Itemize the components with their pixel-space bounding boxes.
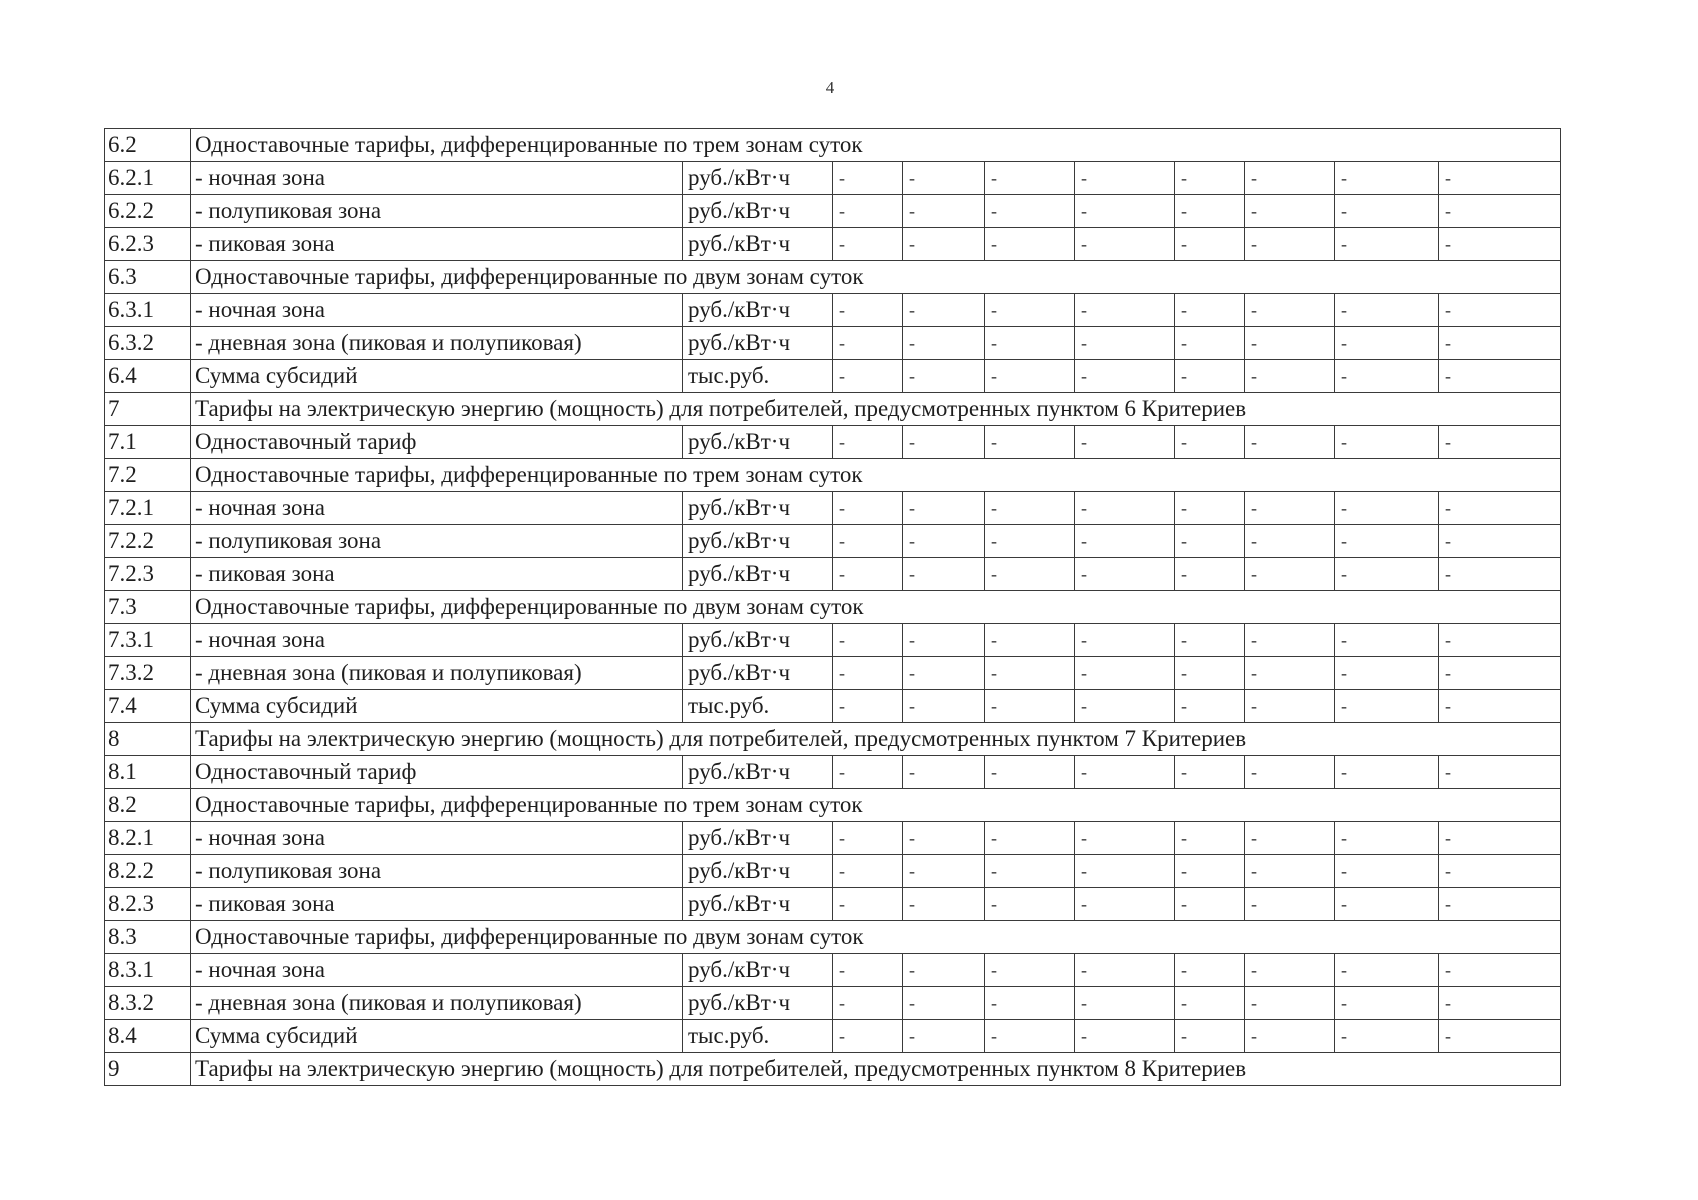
- value-cell: -: [903, 690, 985, 723]
- table-row: [105, 1053, 1561, 1086]
- row-unit: руб./кВт·ч: [683, 195, 833, 228]
- value-cell: -: [1439, 690, 1561, 723]
- table-row: [105, 756, 1561, 789]
- value-cell: -: [1335, 228, 1439, 261]
- value-cell: -: [1175, 525, 1245, 558]
- value-cell: -: [903, 855, 985, 888]
- value-cell: -: [1439, 294, 1561, 327]
- value-cell: -: [1335, 855, 1439, 888]
- table-row: [105, 327, 1561, 360]
- row-name: Сумма субсидий: [191, 1020, 683, 1053]
- table-row: [105, 657, 1561, 690]
- section-title: Одноставочные тарифы, дифференцированные по трем зонам суток: [191, 129, 1561, 162]
- table-row: [105, 921, 1561, 954]
- value-cell: -: [833, 195, 903, 228]
- section-title: Тарифы на электрическую энергию (мощность) для потребителей, предусмотренных пунктом 7 Критериев: [191, 723, 1561, 756]
- section-title: Одноставочные тарифы, дифференцированные по трем зонам суток: [191, 459, 1561, 492]
- table-row: [105, 558, 1561, 591]
- value-cell: -: [1175, 624, 1245, 657]
- value-cell: -: [1245, 294, 1335, 327]
- value-cell: -: [903, 162, 985, 195]
- row-unit: руб./кВт·ч: [683, 888, 833, 921]
- row-number: 6.2: [105, 129, 191, 162]
- row-number: 6.3.1: [105, 294, 191, 327]
- value-cell: -: [1075, 294, 1175, 327]
- value-cell: -: [1075, 327, 1175, 360]
- value-cell: -: [833, 525, 903, 558]
- row-number: 8: [105, 723, 191, 756]
- value-cell: -: [833, 426, 903, 459]
- value-cell: -: [1245, 558, 1335, 591]
- row-number: 6.2.3: [105, 228, 191, 261]
- table-row: [105, 228, 1561, 261]
- row-number: 7.3.1: [105, 624, 191, 657]
- value-cell: -: [1175, 360, 1245, 393]
- value-cell: -: [1175, 657, 1245, 690]
- row-name: - ночная зона: [191, 822, 683, 855]
- row-unit: руб./кВт·ч: [683, 954, 833, 987]
- value-cell: -: [833, 954, 903, 987]
- table-row: [105, 492, 1561, 525]
- row-number: 7.3: [105, 591, 191, 624]
- page-number: 4: [825, 78, 835, 97]
- table-row: [105, 822, 1561, 855]
- row-number: 8.3.2: [105, 987, 191, 1020]
- value-cell: -: [1335, 954, 1439, 987]
- table-row: [105, 1020, 1561, 1053]
- row-unit: руб./кВт·ч: [683, 558, 833, 591]
- value-cell: -: [1075, 1020, 1175, 1053]
- value-cell: -: [903, 756, 985, 789]
- value-cell: -: [985, 822, 1075, 855]
- value-cell: -: [1245, 888, 1335, 921]
- value-cell: -: [1335, 525, 1439, 558]
- row-number: 7.4: [105, 690, 191, 723]
- value-cell: -: [985, 294, 1075, 327]
- row-unit: тыс.руб.: [683, 1020, 833, 1053]
- value-cell: -: [985, 690, 1075, 723]
- table-body: [105, 129, 1561, 1086]
- value-cell: -: [1439, 426, 1561, 459]
- value-cell: -: [833, 624, 903, 657]
- row-name: - ночная зона: [191, 294, 683, 327]
- value-cell: -: [1335, 624, 1439, 657]
- value-cell: -: [1335, 558, 1439, 591]
- value-cell: -: [985, 360, 1075, 393]
- value-cell: -: [903, 987, 985, 1020]
- value-cell: -: [903, 657, 985, 690]
- row-name: - полупиковая зона: [191, 525, 683, 558]
- row-unit: руб./кВт·ч: [683, 525, 833, 558]
- row-number: 7.2.1: [105, 492, 191, 525]
- value-cell: -: [1245, 624, 1335, 657]
- value-cell: -: [985, 492, 1075, 525]
- value-cell: -: [1245, 1020, 1335, 1053]
- table-row: [105, 360, 1561, 393]
- value-cell: -: [1245, 657, 1335, 690]
- section-title: Тарифы на электрическую энергию (мощность) для потребителей, предусмотренных пунктом 8 Критериев: [191, 1053, 1561, 1086]
- value-cell: -: [985, 624, 1075, 657]
- row-name: - ночная зона: [191, 162, 683, 195]
- row-number: 7.3.2: [105, 657, 191, 690]
- value-cell: -: [1439, 624, 1561, 657]
- value-cell: -: [1439, 987, 1561, 1020]
- value-cell: -: [985, 558, 1075, 591]
- value-cell: -: [1439, 822, 1561, 855]
- value-cell: -: [833, 492, 903, 525]
- table-row: [105, 459, 1561, 492]
- value-cell: -: [1175, 228, 1245, 261]
- value-cell: -: [1175, 954, 1245, 987]
- value-cell: -: [833, 1020, 903, 1053]
- value-cell: -: [985, 1020, 1075, 1053]
- value-cell: -: [985, 657, 1075, 690]
- row-number: 6.2.1: [105, 162, 191, 195]
- row-number: 6.3.2: [105, 327, 191, 360]
- row-number: 8.3: [105, 921, 191, 954]
- table-row: [105, 690, 1561, 723]
- section-title: Одноставочные тарифы, дифференцированные по двум зонам суток: [191, 261, 1561, 294]
- value-cell: -: [903, 888, 985, 921]
- value-cell: -: [1439, 162, 1561, 195]
- value-cell: -: [1175, 162, 1245, 195]
- value-cell: -: [985, 525, 1075, 558]
- table-row: [105, 954, 1561, 987]
- value-cell: -: [985, 888, 1075, 921]
- row-name: - ночная зона: [191, 624, 683, 657]
- value-cell: -: [1075, 492, 1175, 525]
- value-cell: -: [1335, 987, 1439, 1020]
- table-row: [105, 195, 1561, 228]
- value-cell: -: [1439, 195, 1561, 228]
- row-number: 6.2.2: [105, 195, 191, 228]
- row-unit: руб./кВт·ч: [683, 657, 833, 690]
- table-row: [105, 162, 1561, 195]
- row-number: 7.2: [105, 459, 191, 492]
- row-unit: руб./кВт·ч: [683, 756, 833, 789]
- row-name: Одноставочный тариф: [191, 426, 683, 459]
- value-cell: -: [1439, 657, 1561, 690]
- value-cell: -: [1075, 690, 1175, 723]
- value-cell: -: [1245, 327, 1335, 360]
- value-cell: -: [1075, 888, 1175, 921]
- value-cell: -: [1439, 954, 1561, 987]
- row-number: 8.2.3: [105, 888, 191, 921]
- row-unit: руб./кВт·ч: [683, 987, 833, 1020]
- value-cell: -: [1439, 888, 1561, 921]
- value-cell: -: [1335, 426, 1439, 459]
- value-cell: -: [903, 525, 985, 558]
- row-name: - пиковая зона: [191, 888, 683, 921]
- row-name: - пиковая зона: [191, 228, 683, 261]
- row-name: - полупиковая зона: [191, 855, 683, 888]
- value-cell: -: [1245, 162, 1335, 195]
- row-unit: руб./кВт·ч: [683, 228, 833, 261]
- value-cell: -: [833, 855, 903, 888]
- value-cell: -: [1245, 195, 1335, 228]
- value-cell: -: [1075, 855, 1175, 888]
- value-cell: -: [985, 162, 1075, 195]
- value-cell: -: [1335, 162, 1439, 195]
- value-cell: -: [1245, 360, 1335, 393]
- value-cell: -: [1439, 855, 1561, 888]
- value-cell: -: [1245, 855, 1335, 888]
- value-cell: -: [985, 327, 1075, 360]
- value-cell: -: [833, 162, 903, 195]
- value-cell: -: [903, 228, 985, 261]
- value-cell: -: [1245, 492, 1335, 525]
- value-cell: -: [1335, 327, 1439, 360]
- value-cell: -: [1245, 756, 1335, 789]
- table-row: [105, 789, 1561, 822]
- row-unit: тыс.руб.: [683, 360, 833, 393]
- row-unit: руб./кВт·ч: [683, 327, 833, 360]
- row-unit: руб./кВт·ч: [683, 822, 833, 855]
- value-cell: -: [1439, 492, 1561, 525]
- value-cell: -: [985, 228, 1075, 261]
- row-number: 8.2.2: [105, 855, 191, 888]
- value-cell: -: [833, 657, 903, 690]
- section-title: Одноставочные тарифы, дифференцированные по двум зонам суток: [191, 921, 1561, 954]
- value-cell: -: [1245, 822, 1335, 855]
- value-cell: -: [1439, 228, 1561, 261]
- table-row: [105, 888, 1561, 921]
- row-number: 7.1: [105, 426, 191, 459]
- value-cell: -: [1335, 360, 1439, 393]
- value-cell: -: [1439, 756, 1561, 789]
- value-cell: -: [1335, 657, 1439, 690]
- table-row: [105, 129, 1561, 162]
- row-name: - ночная зона: [191, 954, 683, 987]
- value-cell: -: [1245, 426, 1335, 459]
- value-cell: -: [903, 294, 985, 327]
- value-cell: -: [1439, 1020, 1561, 1053]
- value-cell: -: [1439, 360, 1561, 393]
- table-row: [105, 393, 1561, 426]
- section-title: Одноставочные тарифы, дифференцированные по двум зонам суток: [191, 591, 1561, 624]
- value-cell: -: [1335, 756, 1439, 789]
- row-name: Одноставочный тариф: [191, 756, 683, 789]
- value-cell: -: [1075, 756, 1175, 789]
- value-cell: -: [903, 624, 985, 657]
- value-cell: -: [903, 1020, 985, 1053]
- value-cell: -: [1075, 360, 1175, 393]
- value-cell: -: [1439, 327, 1561, 360]
- value-cell: -: [833, 822, 903, 855]
- row-name: Сумма субсидий: [191, 360, 683, 393]
- value-cell: -: [1175, 690, 1245, 723]
- row-number: 6.4: [105, 360, 191, 393]
- value-cell: -: [903, 558, 985, 591]
- value-cell: -: [833, 690, 903, 723]
- row-number: 7.2.3: [105, 558, 191, 591]
- value-cell: -: [1175, 987, 1245, 1020]
- value-cell: -: [833, 558, 903, 591]
- value-cell: -: [985, 756, 1075, 789]
- value-cell: -: [1175, 888, 1245, 921]
- value-cell: -: [1175, 1020, 1245, 1053]
- value-cell: -: [985, 426, 1075, 459]
- value-cell: -: [1075, 195, 1175, 228]
- value-cell: -: [1439, 525, 1561, 558]
- row-number: 8.3.1: [105, 954, 191, 987]
- value-cell: -: [833, 888, 903, 921]
- value-cell: -: [1075, 987, 1175, 1020]
- value-cell: -: [1175, 492, 1245, 525]
- row-unit: руб./кВт·ч: [683, 492, 833, 525]
- value-cell: -: [903, 195, 985, 228]
- value-cell: -: [1175, 855, 1245, 888]
- table-row: [105, 723, 1561, 756]
- row-number: 8.2.1: [105, 822, 191, 855]
- value-cell: -: [1175, 756, 1245, 789]
- value-cell: -: [1245, 690, 1335, 723]
- value-cell: -: [985, 855, 1075, 888]
- table-row: [105, 591, 1561, 624]
- table-row: [105, 426, 1561, 459]
- row-unit: руб./кВт·ч: [683, 294, 833, 327]
- row-name: - дневная зона (пиковая и полупиковая): [191, 327, 683, 360]
- value-cell: -: [1335, 1020, 1439, 1053]
- value-cell: -: [1245, 228, 1335, 261]
- row-name: - ночная зона: [191, 492, 683, 525]
- value-cell: -: [985, 987, 1075, 1020]
- value-cell: -: [1075, 822, 1175, 855]
- value-cell: -: [903, 360, 985, 393]
- table-row: [105, 624, 1561, 657]
- section-title: Тарифы на электрическую энергию (мощность) для потребителей, предусмотренных пунктом 6 Критериев: [191, 393, 1561, 426]
- value-cell: -: [1075, 954, 1175, 987]
- table-row: [105, 987, 1561, 1020]
- value-cell: -: [1335, 888, 1439, 921]
- value-cell: -: [903, 822, 985, 855]
- value-cell: -: [1245, 987, 1335, 1020]
- value-cell: -: [1335, 690, 1439, 723]
- row-name: - полупиковая зона: [191, 195, 683, 228]
- value-cell: -: [1335, 492, 1439, 525]
- value-cell: -: [833, 756, 903, 789]
- value-cell: -: [833, 294, 903, 327]
- table-row: [105, 261, 1561, 294]
- value-cell: -: [1175, 426, 1245, 459]
- value-cell: -: [1075, 657, 1175, 690]
- value-cell: -: [1175, 294, 1245, 327]
- row-number: 8.2: [105, 789, 191, 822]
- value-cell: -: [985, 195, 1075, 228]
- value-cell: -: [903, 327, 985, 360]
- value-cell: -: [1245, 525, 1335, 558]
- value-cell: -: [1075, 426, 1175, 459]
- row-number: 7.2.2: [105, 525, 191, 558]
- row-name: - дневная зона (пиковая и полупиковая): [191, 987, 683, 1020]
- row-name: - дневная зона (пиковая и полупиковая): [191, 657, 683, 690]
- row-number: 9: [105, 1053, 191, 1086]
- row-unit: руб./кВт·ч: [683, 162, 833, 195]
- value-cell: -: [1175, 327, 1245, 360]
- value-cell: -: [985, 954, 1075, 987]
- table-row: [105, 525, 1561, 558]
- value-cell: -: [1075, 624, 1175, 657]
- value-cell: -: [1335, 822, 1439, 855]
- value-cell: -: [1439, 558, 1561, 591]
- row-name: Сумма субсидий: [191, 690, 683, 723]
- row-number: 8.4: [105, 1020, 191, 1053]
- value-cell: -: [1075, 162, 1175, 195]
- value-cell: -: [1175, 822, 1245, 855]
- table-row: [105, 855, 1561, 888]
- row-unit: тыс.руб.: [683, 690, 833, 723]
- value-cell: -: [1245, 954, 1335, 987]
- value-cell: -: [1075, 558, 1175, 591]
- tariff-table: [104, 128, 1561, 1086]
- section-title: Одноставочные тарифы, дифференцированные по трем зонам суток: [191, 789, 1561, 822]
- value-cell: -: [1075, 228, 1175, 261]
- row-number: 8.1: [105, 756, 191, 789]
- value-cell: -: [1175, 195, 1245, 228]
- value-cell: -: [1335, 294, 1439, 327]
- row-unit: руб./кВт·ч: [683, 624, 833, 657]
- value-cell: -: [833, 327, 903, 360]
- value-cell: -: [833, 987, 903, 1020]
- row-name: - пиковая зона: [191, 558, 683, 591]
- value-cell: -: [1335, 195, 1439, 228]
- value-cell: -: [833, 228, 903, 261]
- value-cell: -: [1175, 558, 1245, 591]
- value-cell: -: [903, 492, 985, 525]
- row-unit: руб./кВт·ч: [683, 855, 833, 888]
- row-unit: руб./кВт·ч: [683, 426, 833, 459]
- value-cell: -: [833, 360, 903, 393]
- row-number: 6.3: [105, 261, 191, 294]
- table-row: [105, 294, 1561, 327]
- value-cell: -: [903, 954, 985, 987]
- row-number: 7: [105, 393, 191, 426]
- value-cell: -: [903, 426, 985, 459]
- value-cell: -: [1075, 525, 1175, 558]
